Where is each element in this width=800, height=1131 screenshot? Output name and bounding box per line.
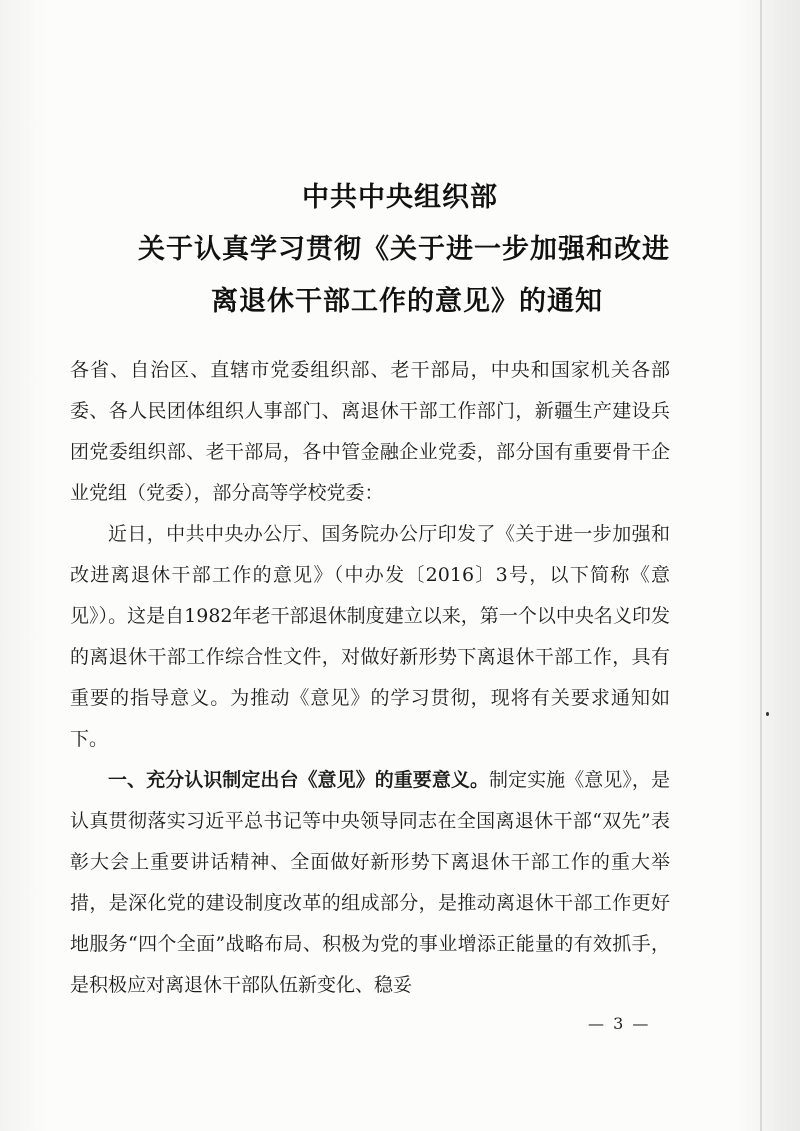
page-number: — 3 — [588, 1014, 651, 1033]
document-title [0, 172, 800, 328]
title-line-subject: 关于认真学习贯彻《关于进一步加强和改进 [138, 234, 670, 265]
section-1-text: 制定实施《意见》，是认真贯彻落实习近平总书记等中央领导同志在全国离退休干部“双先”表彰大会上重要讲话精神、全面做好新形势下离退休干部工作的重大举措，是深化党的建设制度改革的组成部分，是推动离退休干部工作更好地服务“四个全面”战略布局、积极为党的事业增添正能量的有效抓手，是积极应对离退休干部队伍新变化、稳妥 [70, 769, 670, 996]
addressees-paragraph: 各省、自治区、直辖市党委组织部、老干部局，中央和国家机关各部委、各人民团体组织人事部门、离退休干部工作部门，新疆生产建设兵团党委组织部、老干部局，各中管金融企业党委，部分国有重要骨干企业党组（党委），部分高等学校党委： [70, 359, 670, 504]
intro-paragraph: 近日，中共中央办公厅、国务院办公厅印发了《关于进一步加强和改进离退休干部工作的意见》（中办发〔2016〕3号，以下简称《意见》）。这是自1982年老干部退休制度建立以来，第一个以中央名义印发的离退休干部工作综合性文件，对做好新形势下离退休干部工作，具有重要的指导意义。为推动《意见》的学习贯彻，现将有关要求通知如下。 [70, 523, 670, 750]
scan-speck [766, 712, 769, 716]
scan-page-edge [760, 0, 762, 1131]
document-body [70, 350, 670, 1006]
section-1-heading: 一、充分认识制定出台《意见》的重要意义。 [108, 769, 490, 791]
section-1-paragraph [70, 760, 670, 1006]
title-line-issuer: 中共中央组织部 [302, 182, 498, 213]
title-line-subject-cont: 离退休干部工作的意见》的通知 [211, 286, 603, 317]
